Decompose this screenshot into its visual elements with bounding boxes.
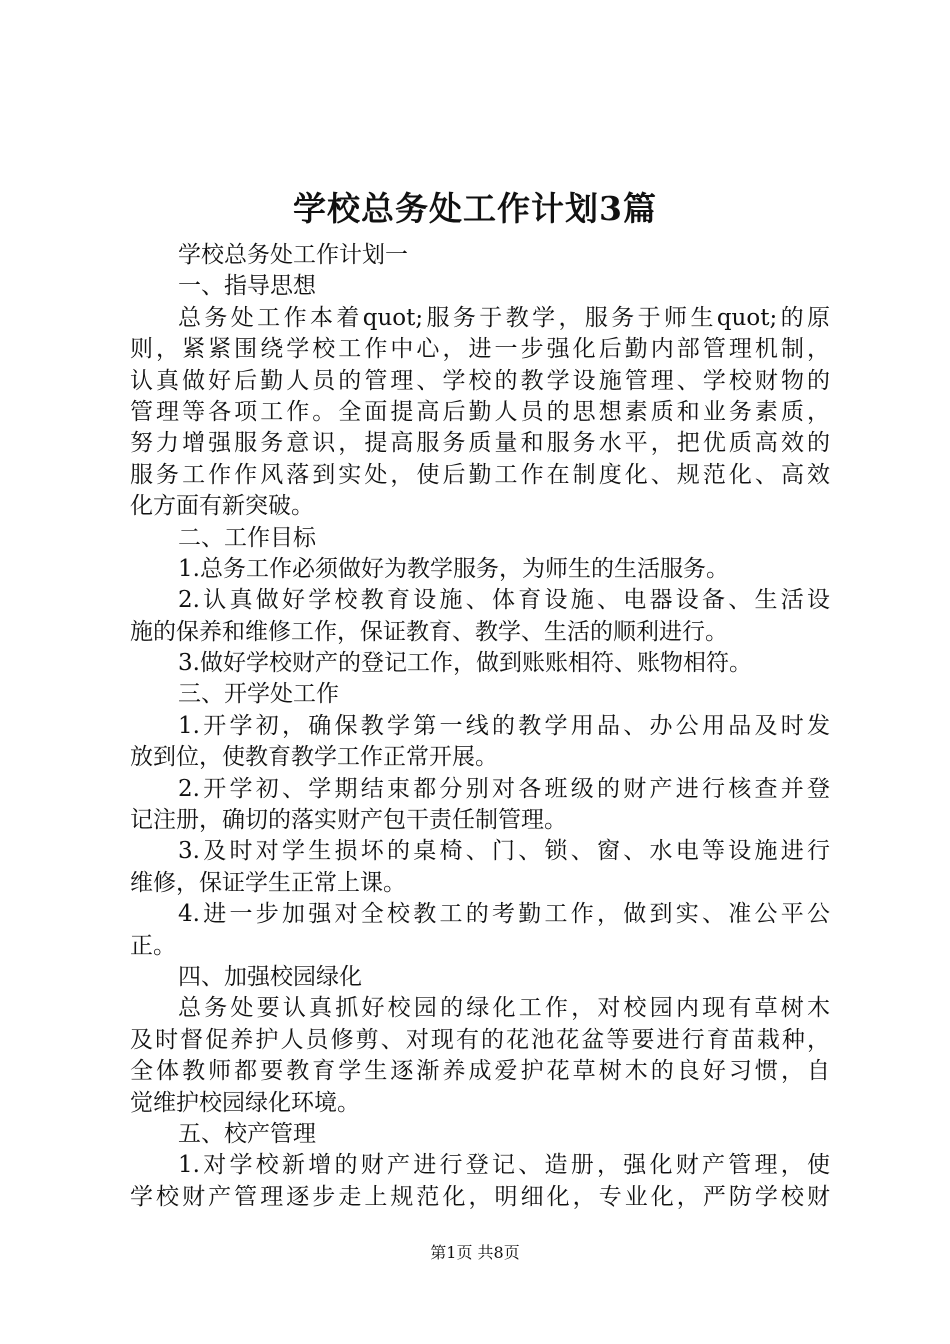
- text-line: 三、开学处工作: [178, 681, 339, 708]
- text-line: 管理等各项工作。全面提高后勤人员的思想素质和业务素质，: [130, 398, 830, 425]
- text-line: 则，紧紧围绕学校工作中心，进一步强化后勤内部管理机制，: [130, 336, 830, 363]
- text-line: 认真做好后勤人员的管理、学校的教学设施管理、学校财物的: [130, 367, 830, 394]
- text-line: 1.总务工作必须做好为教学服务，为师生的生活服务。: [178, 555, 729, 582]
- text-line: 觉维护校园绿化环境。: [130, 1089, 360, 1116]
- text-line: 学校总务处工作计划一: [178, 242, 408, 268]
- text-line: 施的保养和维修工作，保证教育、教学、生活的顺利进行。: [130, 618, 728, 645]
- text-line: 化方面有新突破。: [130, 493, 314, 520]
- text-line: 3.做好学校财产的登记工作，做到账账相符、账物相符。: [178, 650, 752, 677]
- text-line: 服务工作作风落到实处，使后勤工作在制度化、规范化、高效: [130, 461, 830, 488]
- document-title: 学校总务处工作计划3篇: [293, 189, 657, 228]
- text-line: 4.进一步加强对全校教工的考勤工作，做到实、准公平公: [178, 901, 830, 928]
- text-line: 记注册，确切的落实财产包干责任制管理。: [130, 807, 567, 834]
- text-line: 全体教师都要教育学生逐渐养成爱护花草树木的良好习惯，自: [130, 1058, 830, 1085]
- text-line: 一、指导思想: [178, 273, 316, 300]
- text-line: 2.开学初、学期结束都分别对各班级的财产进行核查并登: [178, 775, 830, 802]
- text-line: 放到位，使教育教学工作正常开展。: [130, 744, 498, 771]
- text-line: 努力增强服务意识，提高服务质量和服务水平，把优质高效的: [130, 430, 830, 457]
- text-line: 总务处工作本着quot;服务于教学，服务于师生quot;的原: [178, 304, 830, 331]
- text-line: 四、加强校园绿化: [178, 963, 362, 990]
- text-line: 及时督促养护人员修剪、对现有的花池花盆等要进行育苗栽种，: [130, 1026, 830, 1053]
- text-line: 1.对学校新增的财产进行登记、造册，强化财产管理，使: [178, 1152, 830, 1179]
- text-line: 总务处要认真抓好校园的绿化工作，对校园内现有草树木: [178, 995, 830, 1022]
- text-line: 五、校产管理: [178, 1120, 316, 1147]
- text-line: 学校财产管理逐步走上规范化，明细化，专业化，严防学校财: [130, 1183, 830, 1210]
- text-line: 维修，保证学生正常上课。: [130, 869, 406, 896]
- document-body: [130, 240, 830, 1213]
- text-line: 2.认真做好学校教育设施、体育设施、电器设备、生活设: [178, 587, 830, 614]
- text-line: 1.开学初，确保教学第一线的教学用品、办公用品及时发: [178, 712, 830, 739]
- text-line: 正。: [130, 932, 176, 959]
- text-line: 3.及时对学生损坏的桌椅、门、锁、窗、水电等设施进行: [178, 838, 830, 865]
- text-line: 二、工作目标: [178, 524, 316, 551]
- page-footer: 第1页 共8页: [430, 1243, 520, 1262]
